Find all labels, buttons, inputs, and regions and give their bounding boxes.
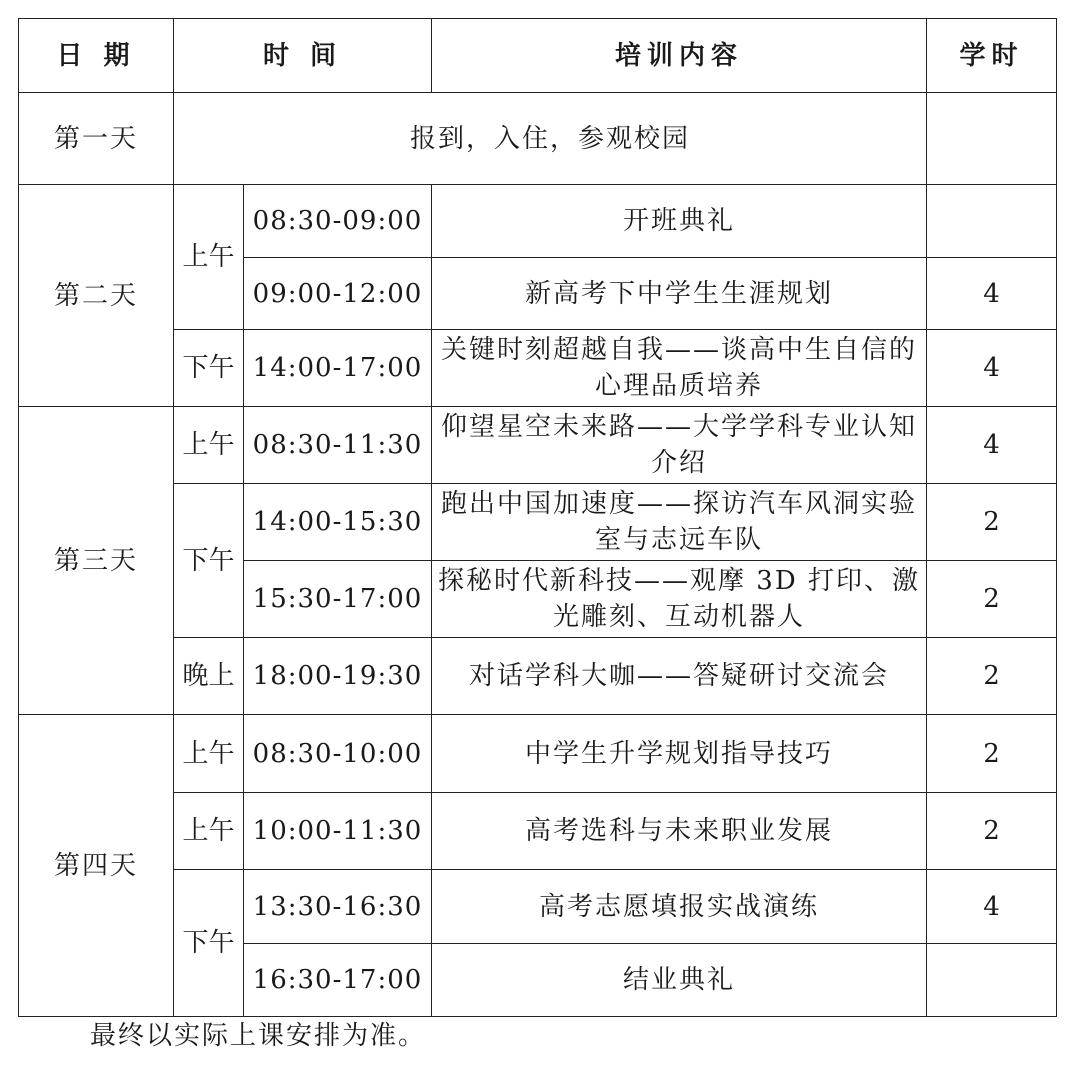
time-cell: 10:00-11:30 xyxy=(244,793,432,870)
hours-cell: 4 xyxy=(927,407,1057,484)
table-row xyxy=(19,793,1057,870)
time-cell: 18:00-19:30 xyxy=(244,638,432,715)
table-row xyxy=(19,407,1057,484)
time-cell: 09:00-12:00 xyxy=(244,258,432,330)
period-label: 上午 xyxy=(174,715,244,793)
day-label: 第四天 xyxy=(19,715,174,1017)
day-label: 第三天 xyxy=(19,407,174,715)
content-cell: 探秘时代新科技——观摩 3D 打印、激光雕刻、互动机器人 xyxy=(432,561,927,638)
table-row xyxy=(19,185,1057,258)
period-label: 下午 xyxy=(174,330,244,407)
hours-cell xyxy=(927,93,1057,185)
period-label: 下午 xyxy=(174,870,244,1017)
period-label: 下午 xyxy=(174,484,244,638)
checkin-activity: 报到，入住，参观校园 xyxy=(174,93,927,185)
hours-cell xyxy=(927,185,1057,258)
hours-cell: 4 xyxy=(927,258,1057,330)
time-cell: 13:30-16:30 xyxy=(244,870,432,944)
content-cell: 高考志愿填报实战演练 xyxy=(432,870,927,944)
footnote: 最终以实际上课安排为准。 xyxy=(90,1021,427,1051)
header-row xyxy=(19,19,1057,93)
header-time: 时 间 xyxy=(174,19,432,93)
period-label: 上午 xyxy=(174,185,244,330)
header-hours: 学时 xyxy=(927,19,1057,93)
content-cell: 对话学科大咖——答疑研讨交流会 xyxy=(432,638,927,715)
content-cell: 仰望星空未来路——大学学科专业认知介绍 xyxy=(432,407,927,484)
period-label: 上午 xyxy=(174,407,244,484)
content-cell: 跑出中国加速度——探访汽车风洞实验室与志远车队 xyxy=(432,484,927,561)
content-cell: 高考选科与未来职业发展 xyxy=(432,793,927,870)
content-cell: 开班典礼 xyxy=(432,185,927,258)
hours-cell: 2 xyxy=(927,561,1057,638)
table-row xyxy=(19,330,1057,407)
hours-cell: 2 xyxy=(927,638,1057,715)
hours-cell: 2 xyxy=(927,793,1057,870)
time-cell: 16:30-17:00 xyxy=(244,944,432,1017)
content-cell: 关键时刻超越自我——谈高中生自信的心理品质培养 xyxy=(432,330,927,407)
time-cell: 14:00-17:00 xyxy=(244,330,432,407)
hours-cell: 2 xyxy=(927,484,1057,561)
content-cell: 结业典礼 xyxy=(432,944,927,1017)
header-date: 日 期 xyxy=(19,19,174,93)
hours-cell xyxy=(927,944,1057,1017)
hours-cell: 4 xyxy=(927,330,1057,407)
table-row xyxy=(19,93,1057,185)
table-row xyxy=(19,870,1057,944)
time-cell: 15:30-17:00 xyxy=(244,561,432,638)
day-label: 第一天 xyxy=(19,93,174,185)
time-cell: 14:00-15:30 xyxy=(244,484,432,561)
header-content: 培训内容 xyxy=(432,19,927,93)
time-cell: 08:30-09:00 xyxy=(244,185,432,258)
day-label: 第二天 xyxy=(19,185,174,407)
period-label: 上午 xyxy=(174,793,244,870)
time-cell: 08:30-11:30 xyxy=(244,407,432,484)
hours-cell: 2 xyxy=(927,715,1057,793)
table-row xyxy=(19,484,1057,561)
schedule-table xyxy=(18,18,1057,1017)
table-row xyxy=(19,638,1057,715)
time-cell: 08:30-10:00 xyxy=(244,715,432,793)
table-row xyxy=(19,715,1057,793)
content-cell: 新高考下中学生生涯规划 xyxy=(432,258,927,330)
content-cell: 中学生升学规划指导技巧 xyxy=(432,715,927,793)
period-label: 晚上 xyxy=(174,638,244,715)
hours-cell: 4 xyxy=(927,870,1057,944)
